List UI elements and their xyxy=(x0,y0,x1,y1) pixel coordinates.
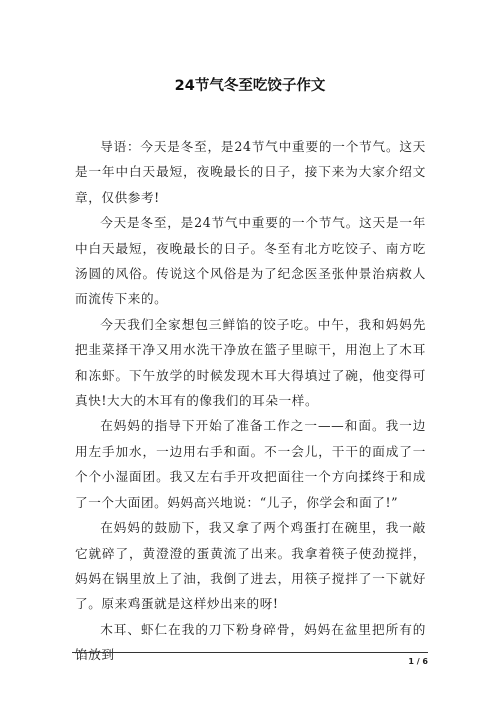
paragraph-intro: 导语：今天是冬至，是24节气中重要的一个节气。这天是一年中白天最短，夜晚最长的日子，接下来为大家介绍文章，仅供参考! xyxy=(75,139,426,205)
paragraph: 今天我们全家想包三鲜馅的饺子吃。中午，我和妈妈先把韭菜择干净又用水洗干净放在篮子里晾干，用泡上了木耳和冻虾。下午放学的时候发现木耳大得填过了碗，他变得可真快!大大的木耳有的像我们的耳朵一样。 xyxy=(75,316,426,409)
document-body xyxy=(75,134,426,668)
paragraph: 今天是冬至，是24节气中重要的一个节气。这天是一年中白天最短，夜晚最长的日子。冬至有北方吃饺子、南方吃汤圆的风俗。传说这个风俗是为了纪念医圣张仲景治病救人而流传下来的。 xyxy=(75,215,426,307)
footer-divider xyxy=(72,652,428,653)
paragraph: 木耳、虾仁在我的刀下粉身碎骨，妈妈在盆里把所有的馅放到 xyxy=(75,621,426,663)
document-title: 24节气冬至吃饺子作文 xyxy=(174,78,326,94)
paragraph: 在妈妈的鼓励下，我又拿了两个鸡蛋打在碗里，我一敲它就碎了，黄澄澄的蛋黄流了出来。我拿着筷子使劲搅拌，妈妈在锅里放上了油，我倒了进去，用筷子搅拌了一下就好了。原来鸡蛋就是这样炒出来的呀! xyxy=(75,520,426,612)
paragraph: 在妈妈的指导下开始了准备工作之一——和面。我一边用左手加水，一边用右手和面。不一会儿，干干的面成了一个个小湿面团。我又左右手开攻把面往一个方向揉终于和成了一个大面团。妈妈高兴地说：“儿子，你学会和面了!” xyxy=(75,418,426,510)
page-number: 1 / 6 xyxy=(408,657,428,666)
